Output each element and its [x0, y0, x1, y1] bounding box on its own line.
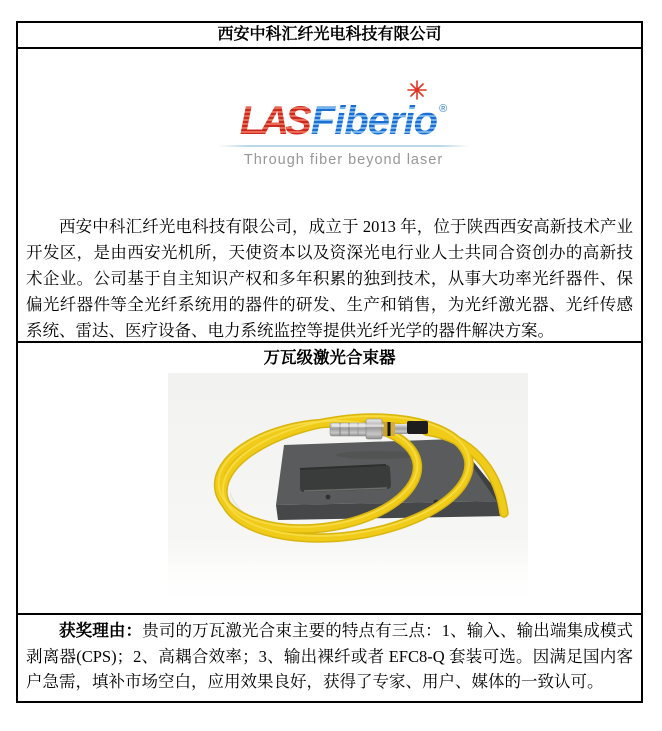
- award-reason-cell: [18, 615, 641, 701]
- logo-fiberio-text: Fiberio: [310, 99, 438, 143]
- photo-bottom-fade: [168, 545, 528, 608]
- award-reason-label: 获奖理由：: [59, 621, 143, 640]
- product-title: 万瓦级激光合束器: [263, 348, 396, 367]
- logo-tagline: Through fiber beyond laser: [243, 152, 444, 168]
- laser-starburst-icon: [407, 80, 427, 100]
- company-intro-cell: [18, 49, 641, 343]
- logo-wordmark: [240, 89, 447, 142]
- company-profile-table: [16, 21, 643, 703]
- product-photo: [168, 373, 528, 608]
- logo-divider-line: [218, 145, 470, 147]
- product-cell: [18, 343, 641, 615]
- award-reason-paragraph: [26, 618, 633, 695]
- award-reason-text: 贵司的万瓦激光合束主要的特点有三点：1、输入、输出端集成模式剥离器(CPS)；2、高耦合效率；3、输出裸纤或者 EFC8-Q 套装可选。因满足国内客户急需，填补市场空白，应用效果良好，获得了专家、用户、媒体的一致认可。: [26, 621, 634, 691]
- company-intro-paragraph: 西安中科汇纤光电科技有限公司，成立于 2013 年，位于陕西西安高新技术产业开发区，是由西安光机所，天使资本以及资深光电行业人士共同合资创办的高新技术企业。公司基于自主知识产权和多年积累的独到技术，从事大功率光纤器件、保偏光纤器件等全光纤系统用的器件的研发、生产和销售，为光纤激光器、光纤传感系统、雷达、医疗设备、电力系统监控等提供光纤光学的器件解决方案。: [26, 217, 633, 340]
- laser-combiner-photo-illustration: [168, 373, 528, 608]
- lasfiberio-logo: [214, 89, 474, 169]
- company-name-text: 西安中科汇纤光电科技有限公司: [217, 26, 442, 43]
- registered-trademark-symbol: ®: [439, 103, 448, 115]
- company-name-header: [18, 23, 641, 49]
- logo-las-text: LAS: [240, 99, 311, 143]
